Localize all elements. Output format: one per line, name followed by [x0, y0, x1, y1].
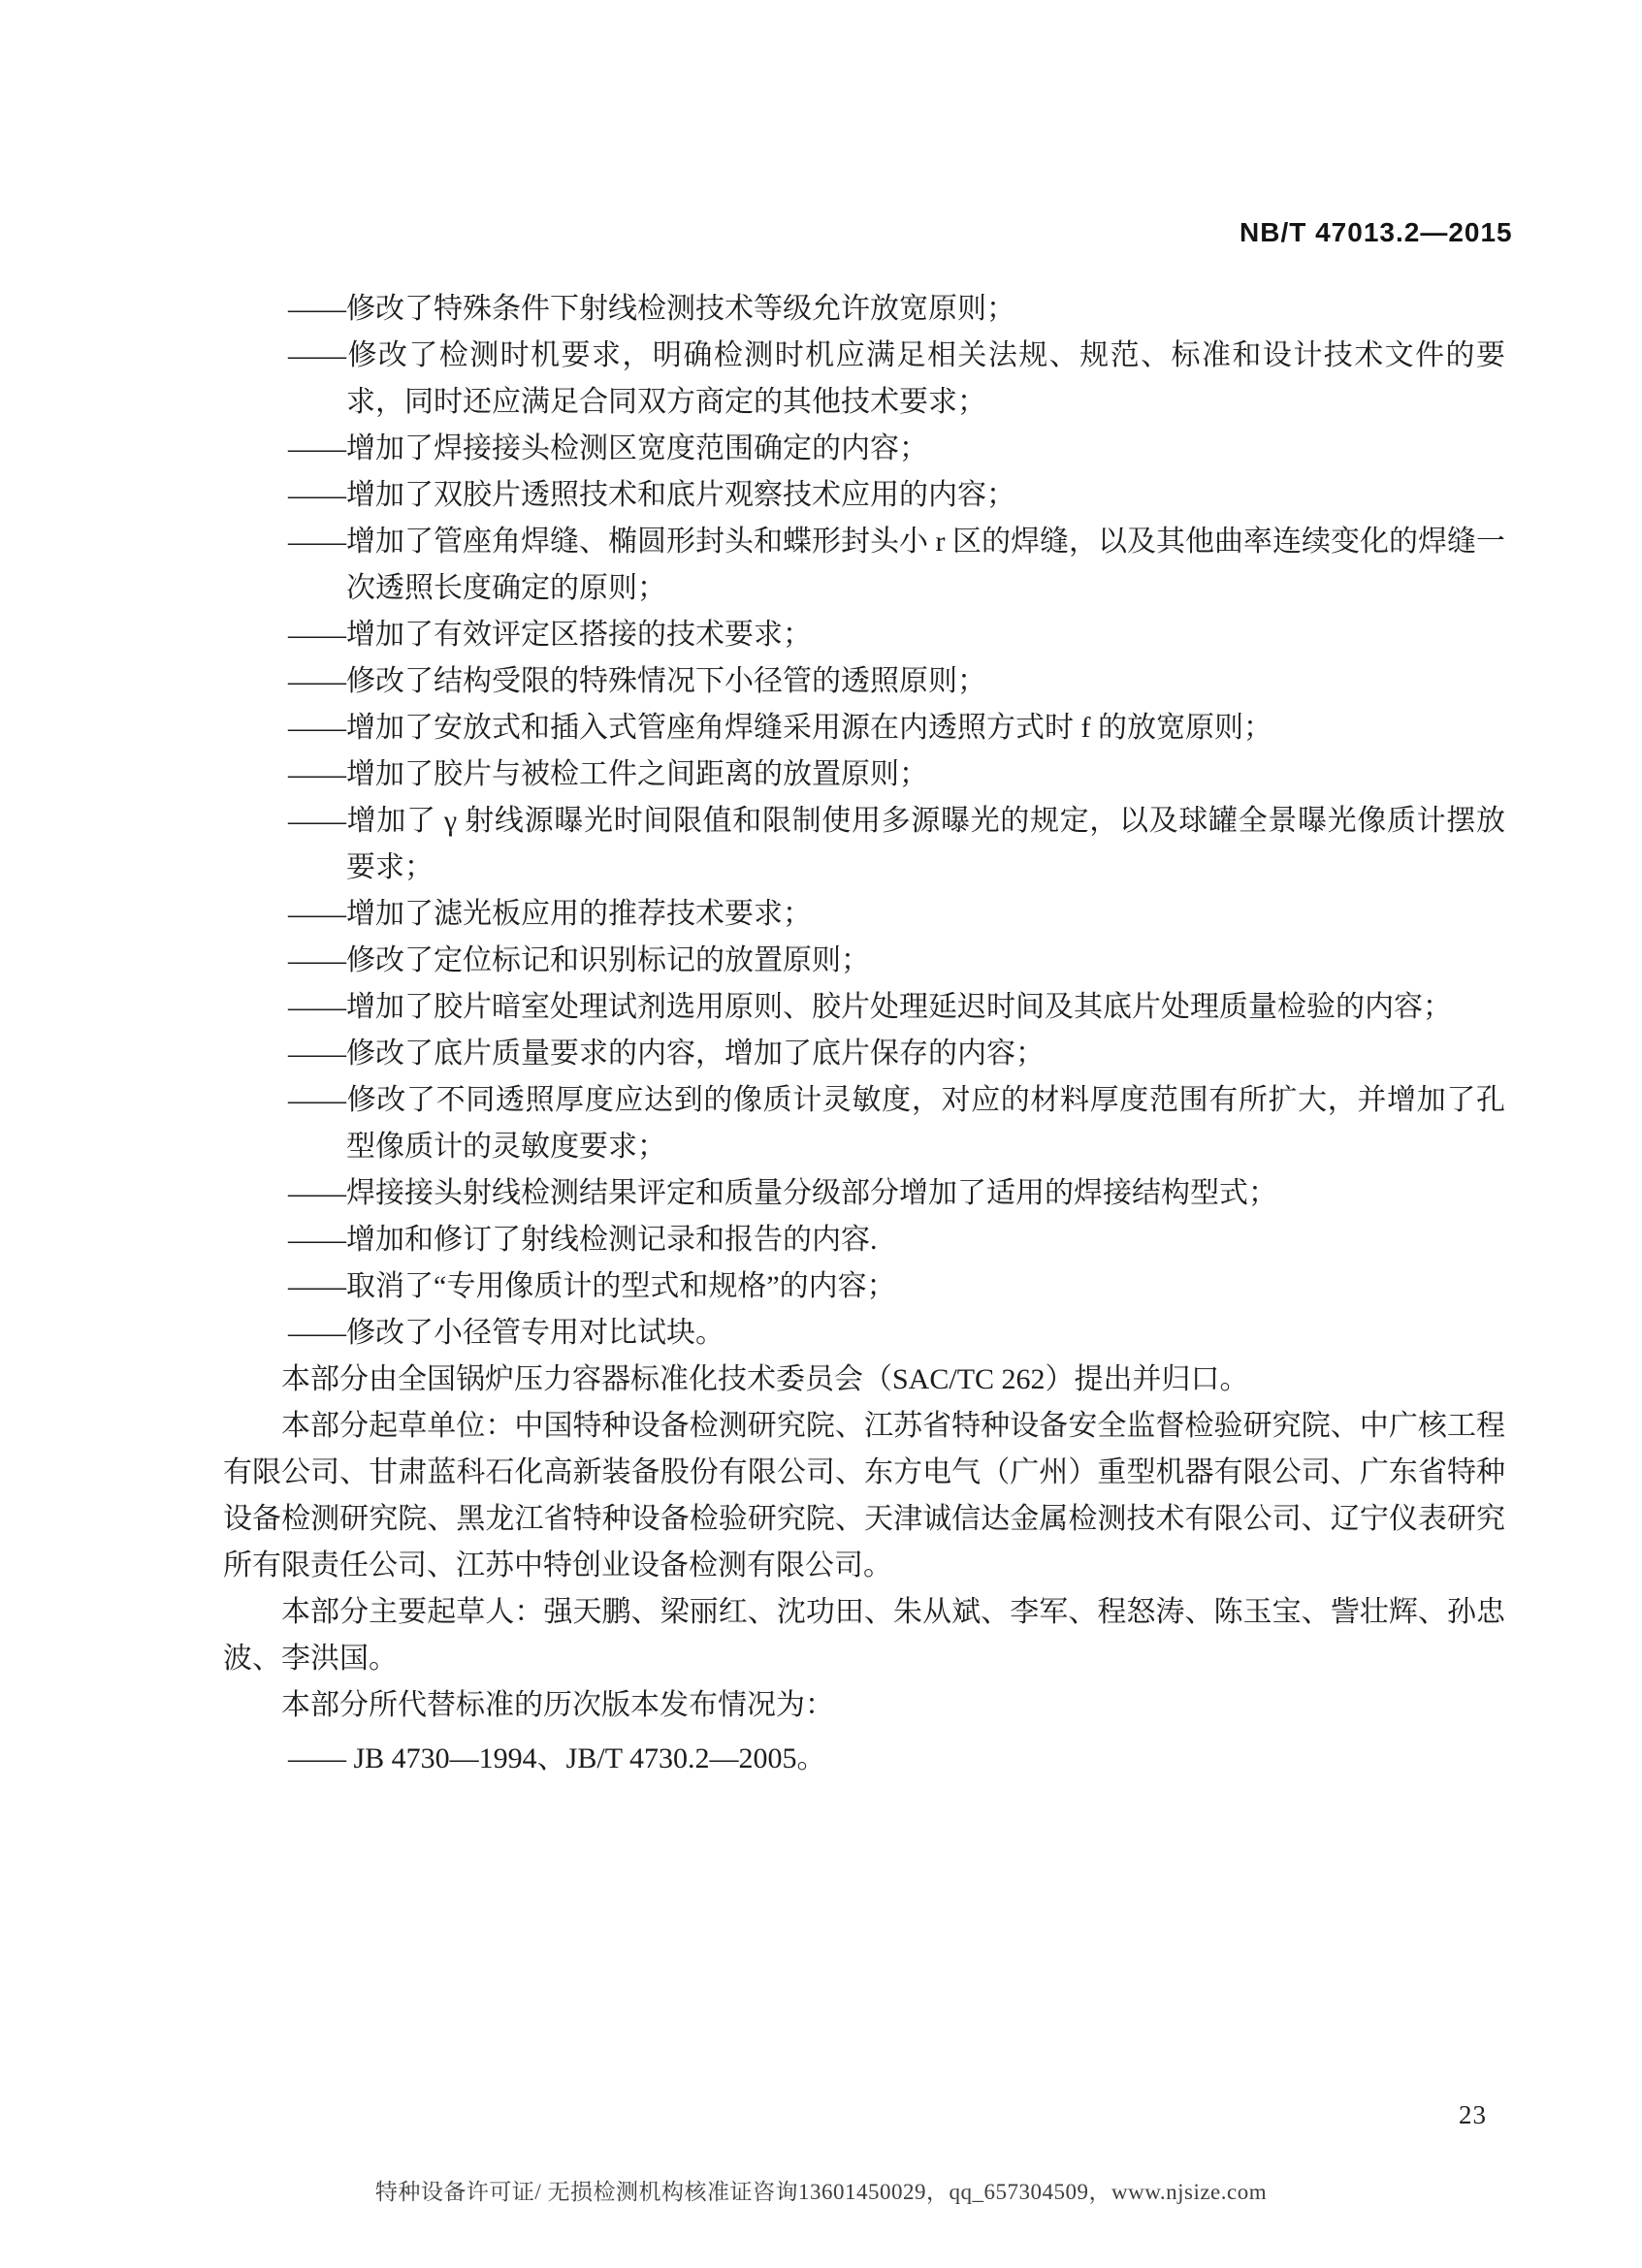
change-list-item: ——修改了结构受限的特殊情况下小径管的透照原则； — [288, 665, 986, 697]
change-list-item: ——修改了底片质量要求的内容，增加了底片保存的内容； — [288, 1038, 1045, 1070]
change-list-item: ——增加了焊接接头检测区宽度范围确定的内容； — [288, 432, 928, 464]
change-list-item: ——修改了定位标记和识别标记的放置原则； — [288, 944, 870, 976]
replaced-standards-item: —— JB 4730—1994、JB/T 4730.2—2005。 — [288, 1742, 826, 1774]
change-list-item: ——增加了胶片与被检工件之间距离的放置原则； — [288, 758, 928, 790]
foreword-content — [223, 286, 1505, 1782]
paragraph-drafting-organizations: 本部分起草单位：中国特种设备检测研究院、江苏省特种设备安全监督检验研究院、中广核工程有限公司、甘肃蓝科石化高新装备股份有限公司、东方电气（广州）重型机器有限公司、广东省特种设备检测研究院、黑龙江省特种设备检验研究院、天津诚信达金属检测技术有限公司、辽宁仪表研究所有限责任公司、江苏中特创业设备检测有限公司。 — [223, 1410, 1505, 1581]
standard-number: NB/T 47013.2—2015 — [1240, 217, 1513, 247]
change-list-item: ——焊接接头射线检测结果评定和质量分级部分增加了适用的焊接结构型式； — [288, 1177, 1277, 1209]
change-list-item: ——增加了 γ 射线源曝光时间限值和限制使用多源曝光的规定，以及球罐全景曝光像质计摆放要求； — [288, 805, 1505, 883]
change-list-item: ——增加了滤光板应用的推荐技术要求； — [288, 898, 812, 930]
change-list-item: ——修改了检测时机要求，明确检测时机应满足相关法规、规范、标准和设计技术文件的要求，同时还应满足合同双方商定的其他技术要求； — [288, 339, 1505, 418]
footer-watermark: 特种设备许可证/ 无损检测机构核准证咨询13601450029，qq_657304509，www.njsize.com — [374, 2180, 1268, 2204]
paragraph-replaced-standards-intro: 本部分所代替标准的历次版本发布情况为： — [281, 1689, 834, 1721]
change-list-item: ——增加了有效评定区搭接的技术要求； — [288, 619, 812, 651]
change-list-item: ——增加了安放式和插入式管座角焊缝采用源在内透照方式时 f 的放宽原则； — [288, 712, 1272, 744]
change-list-item: ——修改了特殊条件下射线检测技术等级允许放宽原则； — [288, 293, 1015, 325]
page-number: 23 — [1459, 2100, 1487, 2129]
change-list-item: ——增加和修订了射线检测记录和报告的内容. — [288, 1224, 878, 1256]
change-list-item: ——增加了胶片暗室处理试剂选用原则、胶片处理延迟时间及其底片处理质量检验的内容； — [288, 991, 1452, 1023]
change-list-item: ——增加了双胶片透照技术和底片观察技术应用的内容； — [288, 479, 1015, 511]
change-list-item: ——增加了管座角焊缝、椭圆形封头和蝶形封头小 r 区的焊缝，以及其他曲率连续变化的焊缝一次透照长度确定的原则； — [288, 526, 1505, 604]
change-list-item: ——修改了不同透照厚度应达到的像质计灵敏度，对应的材料厚度范围有所扩大，并增加了孔型像质计的灵敏度要求； — [288, 1084, 1505, 1163]
paragraph-main-drafters: 本部分主要起草人：强天鹏、梁丽红、沈功田、朱从斌、李军、程怒涛、陈玉宝、訾壮辉、孙忠波、李洪国。 — [223, 1596, 1505, 1675]
change-list-item: ——修改了小径管专用对比试块。 — [288, 1317, 724, 1349]
change-list-item: ——取消了“专用像质计的型式和规格”的内容； — [288, 1270, 896, 1302]
paragraph-committee: 本部分由全国锅炉压力容器标准化技术委员会（SAC/TC 262）提出并归口。 — [281, 1363, 1249, 1395]
